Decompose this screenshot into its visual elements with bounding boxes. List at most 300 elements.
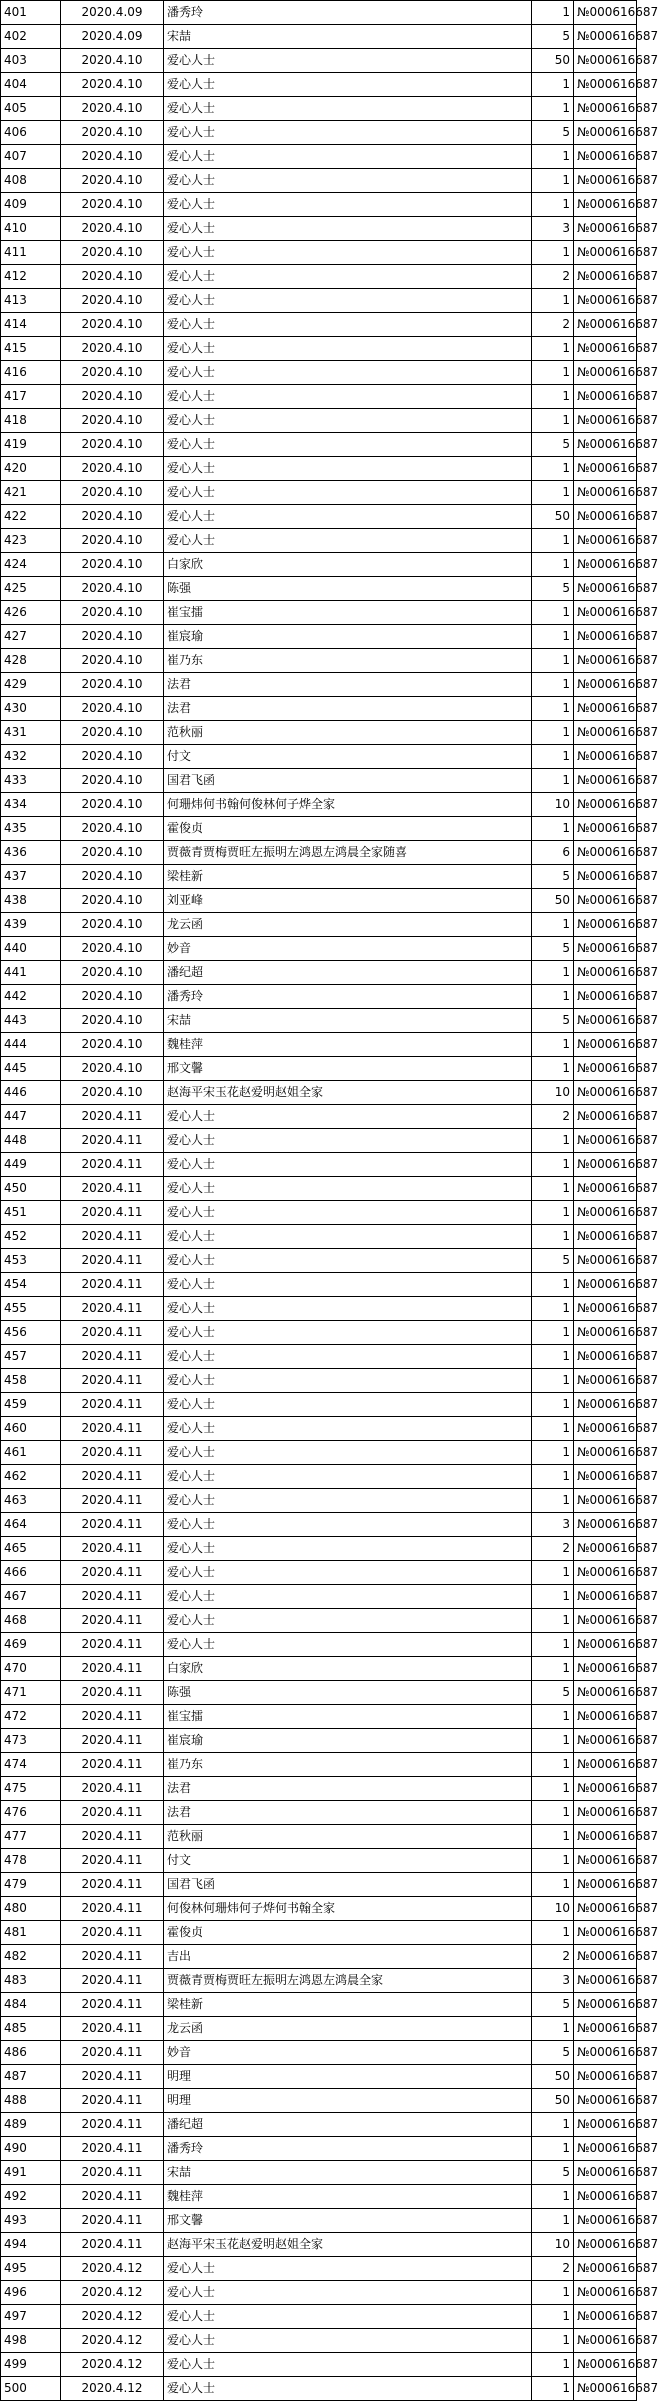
- table-row: [1, 1969, 637, 1993]
- date-cell: 2020.4.10: [61, 577, 164, 601]
- date-cell: 2020.4.11: [61, 1105, 164, 1129]
- amount-cell: 1: [532, 1345, 574, 1369]
- row-number-cell: 473: [1, 1729, 61, 1753]
- date-cell: 2020.4.11: [61, 2161, 164, 2185]
- table-row: [1, 1297, 637, 1321]
- table-row: [1, 985, 637, 1009]
- donor-name-cell: 爱心人士: [164, 2377, 532, 2401]
- amount-cell: 1: [532, 2281, 574, 2305]
- receipt-number-cell: №000616687: [574, 1033, 637, 1057]
- row-number-cell: 458: [1, 1369, 61, 1393]
- date-cell: 2020.4.11: [61, 1441, 164, 1465]
- amount-cell: 1: [532, 601, 574, 625]
- row-number-cell: 482: [1, 1945, 61, 1969]
- row-number-cell: 465: [1, 1537, 61, 1561]
- receipt-number-cell: №000616687: [574, 2329, 637, 2353]
- receipt-number-cell: №000616687: [574, 961, 637, 985]
- table-row: [1, 961, 637, 985]
- amount-cell: 1: [532, 1129, 574, 1153]
- receipt-number-cell: №000616687: [574, 2089, 637, 2113]
- receipt-number-cell: №000616687: [574, 1105, 637, 1129]
- receipt-number-cell: №000616687: [574, 481, 637, 505]
- date-cell: 2020.4.10: [61, 145, 164, 169]
- amount-cell: 1: [532, 913, 574, 937]
- date-cell: 2020.4.12: [61, 2377, 164, 2401]
- receipt-number-cell: №000616687: [574, 1825, 637, 1849]
- donor-name-cell: 崔乃东: [164, 649, 532, 673]
- receipt-number-cell: №000616687: [574, 529, 637, 553]
- donor-name-cell: 邢文馨: [164, 2209, 532, 2233]
- row-number-cell: 476: [1, 1801, 61, 1825]
- date-cell: 2020.4.11: [61, 2185, 164, 2209]
- row-number-cell: 469: [1, 1633, 61, 1657]
- amount-cell: 5: [532, 1249, 574, 1273]
- amount-cell: 3: [532, 217, 574, 241]
- receipt-number-cell: №000616687: [574, 1705, 637, 1729]
- donor-name-cell: 爱心人士: [164, 2329, 532, 2353]
- table-row: [1, 481, 637, 505]
- amount-cell: 1: [532, 1153, 574, 1177]
- date-cell: 2020.4.11: [61, 1729, 164, 1753]
- receipt-number-cell: №000616687: [574, 577, 637, 601]
- receipt-number-cell: №000616687: [574, 745, 637, 769]
- date-cell: 2020.4.10: [61, 985, 164, 1009]
- row-number-cell: 467: [1, 1585, 61, 1609]
- receipt-number-cell: №000616687: [574, 1729, 637, 1753]
- row-number-cell: 426: [1, 601, 61, 625]
- table-row: [1, 337, 637, 361]
- date-cell: 2020.4.11: [61, 1921, 164, 1945]
- amount-cell: 10: [532, 793, 574, 817]
- amount-cell: 1: [532, 1921, 574, 1945]
- donor-name-cell: 龙云函: [164, 2017, 532, 2041]
- receipt-number-cell: №000616687: [574, 985, 637, 1009]
- amount-cell: 1: [532, 361, 574, 385]
- date-cell: 2020.4.10: [61, 865, 164, 889]
- date-cell: 2020.4.11: [61, 2041, 164, 2065]
- receipt-number-cell: №000616687: [574, 1177, 637, 1201]
- row-number-cell: 402: [1, 25, 61, 49]
- table-row: [1, 865, 637, 889]
- receipt-number-cell: №000616687: [574, 601, 637, 625]
- table-row: [1, 2233, 637, 2257]
- donor-name-cell: 陈强: [164, 577, 532, 601]
- donor-name-cell: 范秋丽: [164, 721, 532, 745]
- row-number-cell: 434: [1, 793, 61, 817]
- date-cell: 2020.4.11: [61, 1897, 164, 1921]
- table-row: [1, 1873, 637, 1897]
- donor-name-cell: 法君: [164, 697, 532, 721]
- receipt-number-cell: №000616687: [574, 1, 637, 25]
- amount-cell: 1: [532, 1393, 574, 1417]
- amount-cell: 2: [532, 2257, 574, 2281]
- date-cell: 2020.4.10: [61, 289, 164, 313]
- date-cell: 2020.4.10: [61, 553, 164, 577]
- receipt-number-cell: №000616687: [574, 1129, 637, 1153]
- amount-cell: 1: [532, 817, 574, 841]
- row-number-cell: 412: [1, 265, 61, 289]
- row-number-cell: 430: [1, 697, 61, 721]
- date-cell: 2020.4.10: [61, 1009, 164, 1033]
- date-cell: 2020.4.11: [61, 1657, 164, 1681]
- amount-cell: 1: [532, 721, 574, 745]
- date-cell: 2020.4.11: [61, 1681, 164, 1705]
- amount-cell: 1: [532, 1657, 574, 1681]
- table-row: [1, 2353, 637, 2377]
- table-row: [1, 1561, 637, 1585]
- row-number-cell: 415: [1, 337, 61, 361]
- amount-cell: 1: [532, 1873, 574, 1897]
- receipt-number-cell: №000616687: [574, 2233, 637, 2257]
- donor-name-cell: 霍俊贞: [164, 1921, 532, 1945]
- row-number-cell: 457: [1, 1345, 61, 1369]
- row-number-cell: 422: [1, 505, 61, 529]
- amount-cell: 1: [532, 97, 574, 121]
- row-number-cell: 489: [1, 2113, 61, 2137]
- donor-name-cell: 宋喆: [164, 25, 532, 49]
- date-cell: 2020.4.11: [61, 1201, 164, 1225]
- date-cell: 2020.4.11: [61, 1225, 164, 1249]
- table-row: [1, 1681, 637, 1705]
- receipt-number-cell: №000616687: [574, 1969, 637, 1993]
- date-cell: 2020.4.11: [61, 1273, 164, 1297]
- date-cell: 2020.4.10: [61, 457, 164, 481]
- amount-cell: 50: [532, 505, 574, 529]
- receipt-number-cell: №000616687: [574, 217, 637, 241]
- date-cell: 2020.4.11: [61, 1849, 164, 1873]
- date-cell: 2020.4.12: [61, 2305, 164, 2329]
- date-cell: 2020.4.11: [61, 2233, 164, 2257]
- donor-name-cell: 爱心人士: [164, 1441, 532, 1465]
- row-number-cell: 445: [1, 1057, 61, 1081]
- date-cell: 2020.4.10: [61, 217, 164, 241]
- receipt-number-cell: №000616687: [574, 1153, 637, 1177]
- row-number-cell: 432: [1, 745, 61, 769]
- table-row: [1, 1777, 637, 1801]
- table-row: [1, 673, 637, 697]
- amount-cell: 5: [532, 25, 574, 49]
- date-cell: 2020.4.11: [61, 2209, 164, 2233]
- receipt-number-cell: №000616687: [574, 337, 637, 361]
- row-number-cell: 452: [1, 1225, 61, 1249]
- date-cell: 2020.4.11: [61, 1177, 164, 1201]
- table-row: [1, 2017, 637, 2041]
- donor-name-cell: 魏桂萍: [164, 1033, 532, 1057]
- donor-name-cell: 付文: [164, 745, 532, 769]
- amount-cell: 5: [532, 433, 574, 457]
- amount-cell: 2: [532, 265, 574, 289]
- donor-name-cell: 爱心人士: [164, 1345, 532, 1369]
- amount-cell: 5: [532, 937, 574, 961]
- donor-name-cell: 龙云函: [164, 913, 532, 937]
- row-number-cell: 466: [1, 1561, 61, 1585]
- date-cell: 2020.4.10: [61, 625, 164, 649]
- amount-cell: 1: [532, 1033, 574, 1057]
- date-cell: 2020.4.11: [61, 1321, 164, 1345]
- receipt-number-cell: №000616687: [574, 1489, 637, 1513]
- donor-name-cell: 爱心人士: [164, 505, 532, 529]
- amount-cell: 2: [532, 1105, 574, 1129]
- amount-cell: 1: [532, 697, 574, 721]
- donor-name-cell: 崔宝擂: [164, 601, 532, 625]
- donor-name-cell: 刘亚峰: [164, 889, 532, 913]
- date-cell: 2020.4.11: [61, 1153, 164, 1177]
- receipt-number-cell: №000616687: [574, 265, 637, 289]
- table-row: [1, 1009, 637, 1033]
- amount-cell: 1: [532, 2329, 574, 2353]
- table-row: [1, 1513, 637, 1537]
- receipt-number-cell: №000616687: [574, 2041, 637, 2065]
- row-number-cell: 455: [1, 1297, 61, 1321]
- date-cell: 2020.4.11: [61, 1945, 164, 1969]
- receipt-number-cell: №000616687: [574, 1537, 637, 1561]
- donor-name-cell: 爱心人士: [164, 1129, 532, 1153]
- row-number-cell: 491: [1, 2161, 61, 2185]
- row-number-cell: 416: [1, 361, 61, 385]
- row-number-cell: 471: [1, 1681, 61, 1705]
- amount-cell: 1: [532, 385, 574, 409]
- donor-name-cell: 法君: [164, 673, 532, 697]
- amount-cell: 1: [532, 457, 574, 481]
- row-number-cell: 459: [1, 1393, 61, 1417]
- amount-cell: 10: [532, 1897, 574, 1921]
- table-row: [1, 169, 637, 193]
- donor-name-cell: 爱心人士: [164, 385, 532, 409]
- amount-cell: 1: [532, 1609, 574, 1633]
- receipt-number-cell: №000616687: [574, 1513, 637, 1537]
- receipt-number-cell: №000616687: [574, 121, 637, 145]
- date-cell: 2020.4.11: [61, 1561, 164, 1585]
- row-number-cell: 421: [1, 481, 61, 505]
- table-row: [1, 1225, 637, 1249]
- amount-cell: 50: [532, 2089, 574, 2113]
- table-row: [1, 217, 637, 241]
- table-row: [1, 1345, 637, 1369]
- table-row: [1, 1, 637, 25]
- donor-name-cell: 爱心人士: [164, 1465, 532, 1489]
- receipt-number-cell: №000616687: [574, 937, 637, 961]
- date-cell: 2020.4.09: [61, 1, 164, 25]
- table-row: [1, 1729, 637, 1753]
- amount-cell: 50: [532, 49, 574, 73]
- amount-cell: 1: [532, 1753, 574, 1777]
- date-cell: 2020.4.10: [61, 697, 164, 721]
- date-cell: 2020.4.10: [61, 121, 164, 145]
- donor-name-cell: 梁桂新: [164, 865, 532, 889]
- row-number-cell: 417: [1, 385, 61, 409]
- table-row: [1, 841, 637, 865]
- donor-name-cell: 爱心人士: [164, 1201, 532, 1225]
- amount-cell: 1: [532, 1, 574, 25]
- row-number-cell: 472: [1, 1705, 61, 1729]
- amount-cell: 1: [532, 2017, 574, 2041]
- receipt-number-cell: №000616687: [574, 2113, 637, 2137]
- amount-cell: 1: [532, 2137, 574, 2161]
- date-cell: 2020.4.10: [61, 1033, 164, 1057]
- date-cell: 2020.4.10: [61, 361, 164, 385]
- amount-cell: 1: [532, 1729, 574, 1753]
- donor-name-cell: 国君飞函: [164, 1873, 532, 1897]
- row-number-cell: 485: [1, 2017, 61, 2041]
- row-number-cell: 475: [1, 1777, 61, 1801]
- row-number-cell: 443: [1, 1009, 61, 1033]
- amount-cell: 5: [532, 2041, 574, 2065]
- receipt-number-cell: №000616687: [574, 289, 637, 313]
- receipt-number-cell: №000616687: [574, 673, 637, 697]
- row-number-cell: 486: [1, 2041, 61, 2065]
- amount-cell: 5: [532, 865, 574, 889]
- row-number-cell: 468: [1, 1609, 61, 1633]
- donor-name-cell: 妙音: [164, 937, 532, 961]
- amount-cell: 1: [532, 2209, 574, 2233]
- receipt-number-cell: №000616687: [574, 145, 637, 169]
- amount-cell: 10: [532, 1081, 574, 1105]
- row-number-cell: 470: [1, 1657, 61, 1681]
- row-number-cell: 403: [1, 49, 61, 73]
- amount-cell: 1: [532, 289, 574, 313]
- donor-name-cell: 宋喆: [164, 2161, 532, 2185]
- receipt-number-cell: №000616687: [574, 1873, 637, 1897]
- amount-cell: 50: [532, 2065, 574, 2089]
- row-number-cell: 481: [1, 1921, 61, 1945]
- receipt-number-cell: №000616687: [574, 865, 637, 889]
- donor-name-cell: 爱心人士: [164, 1561, 532, 1585]
- receipt-number-cell: №000616687: [574, 553, 637, 577]
- table-row: [1, 1177, 637, 1201]
- date-cell: 2020.4.12: [61, 2257, 164, 2281]
- donor-name-cell: 潘纪超: [164, 961, 532, 985]
- table-row: [1, 769, 637, 793]
- amount-cell: 1: [532, 961, 574, 985]
- date-cell: 2020.4.11: [61, 1129, 164, 1153]
- row-number-cell: 431: [1, 721, 61, 745]
- table-row: [1, 1825, 637, 1849]
- receipt-number-cell: №000616687: [574, 313, 637, 337]
- receipt-number-cell: №000616687: [574, 1633, 637, 1657]
- row-number-cell: 407: [1, 145, 61, 169]
- receipt-number-cell: №000616687: [574, 1225, 637, 1249]
- amount-cell: 1: [532, 1225, 574, 1249]
- table-row: [1, 649, 637, 673]
- donor-name-cell: 崔乃东: [164, 1753, 532, 1777]
- donor-name-cell: 陈强: [164, 1681, 532, 1705]
- row-number-cell: 456: [1, 1321, 61, 1345]
- date-cell: 2020.4.11: [61, 1825, 164, 1849]
- date-cell: 2020.4.10: [61, 337, 164, 361]
- date-cell: 2020.4.10: [61, 385, 164, 409]
- receipt-number-cell: №000616687: [574, 1465, 637, 1489]
- date-cell: 2020.4.10: [61, 769, 164, 793]
- receipt-number-cell: №000616687: [574, 1777, 637, 1801]
- donor-name-cell: 爱心人士: [164, 265, 532, 289]
- donor-name-cell: 爱心人士: [164, 1105, 532, 1129]
- table-row: [1, 1849, 637, 1873]
- donor-name-cell: 爱心人士: [164, 97, 532, 121]
- date-cell: 2020.4.11: [61, 1969, 164, 1993]
- amount-cell: 1: [532, 1465, 574, 1489]
- receipt-number-cell: №000616687: [574, 649, 637, 673]
- table-row: [1, 1393, 637, 1417]
- date-cell: 2020.4.11: [61, 1993, 164, 2017]
- receipt-number-cell: №000616687: [574, 2305, 637, 2329]
- donor-name-cell: 霍俊贞: [164, 817, 532, 841]
- row-number-cell: 441: [1, 961, 61, 985]
- table-row: [1, 1249, 637, 1273]
- table-row: [1, 2377, 637, 2401]
- donor-name-cell: 爱心人士: [164, 1585, 532, 1609]
- date-cell: 2020.4.10: [61, 841, 164, 865]
- receipt-number-cell: №000616687: [574, 1609, 637, 1633]
- donor-name-cell: 爱心人士: [164, 1537, 532, 1561]
- donor-name-cell: 国君飞函: [164, 769, 532, 793]
- receipt-number-cell: №000616687: [574, 2257, 637, 2281]
- amount-cell: 1: [532, 1825, 574, 1849]
- amount-cell: 1: [532, 337, 574, 361]
- donor-name-cell: 爱心人士: [164, 73, 532, 97]
- donor-name-cell: 爱心人士: [164, 145, 532, 169]
- receipt-number-cell: №000616687: [574, 1321, 637, 1345]
- row-number-cell: 497: [1, 2305, 61, 2329]
- table-row: [1, 721, 637, 745]
- date-cell: 2020.4.09: [61, 25, 164, 49]
- amount-cell: 1: [532, 73, 574, 97]
- table-row: [1, 385, 637, 409]
- date-cell: 2020.4.10: [61, 601, 164, 625]
- amount-cell: 1: [532, 2305, 574, 2329]
- date-cell: 2020.4.10: [61, 961, 164, 985]
- date-cell: 2020.4.11: [61, 2089, 164, 2113]
- amount-cell: 6: [532, 841, 574, 865]
- ledger-body: [1, 1, 658, 2401]
- donor-name-cell: 爱心人士: [164, 433, 532, 457]
- donor-name-cell: 爱心人士: [164, 241, 532, 265]
- date-cell: 2020.4.10: [61, 481, 164, 505]
- date-cell: 2020.4.11: [61, 1513, 164, 1537]
- table-row: [1, 2065, 637, 2089]
- row-number-cell: 500: [1, 2377, 61, 2401]
- row-number-cell: 488: [1, 2089, 61, 2113]
- amount-cell: 1: [532, 2377, 574, 2401]
- date-cell: 2020.4.10: [61, 889, 164, 913]
- receipt-number-cell: №000616687: [574, 793, 637, 817]
- table-row: [1, 1465, 637, 1489]
- donor-name-cell: 爱心人士: [164, 1273, 532, 1297]
- row-number-cell: 494: [1, 2233, 61, 2257]
- table-row: [1, 2257, 637, 2281]
- amount-cell: 50: [532, 889, 574, 913]
- donor-name-cell: 爱心人士: [164, 2257, 532, 2281]
- row-number-cell: 446: [1, 1081, 61, 1105]
- date-cell: 2020.4.10: [61, 97, 164, 121]
- donor-name-cell: 崔宸瑜: [164, 1729, 532, 1753]
- amount-cell: 1: [532, 529, 574, 553]
- table-row: [1, 625, 637, 649]
- date-cell: 2020.4.10: [61, 817, 164, 841]
- table-row: [1, 913, 637, 937]
- table-row: [1, 241, 637, 265]
- date-cell: 2020.4.12: [61, 2329, 164, 2353]
- row-number-cell: 490: [1, 2137, 61, 2161]
- donor-name-cell: 爱心人士: [164, 1393, 532, 1417]
- row-number-cell: 495: [1, 2257, 61, 2281]
- date-cell: 2020.4.11: [61, 1345, 164, 1369]
- amount-cell: 1: [532, 409, 574, 433]
- row-number-cell: 450: [1, 1177, 61, 1201]
- donor-name-cell: 法君: [164, 1777, 532, 1801]
- table-row: [1, 1129, 637, 1153]
- table-row: [1, 433, 637, 457]
- row-number-cell: 462: [1, 1465, 61, 1489]
